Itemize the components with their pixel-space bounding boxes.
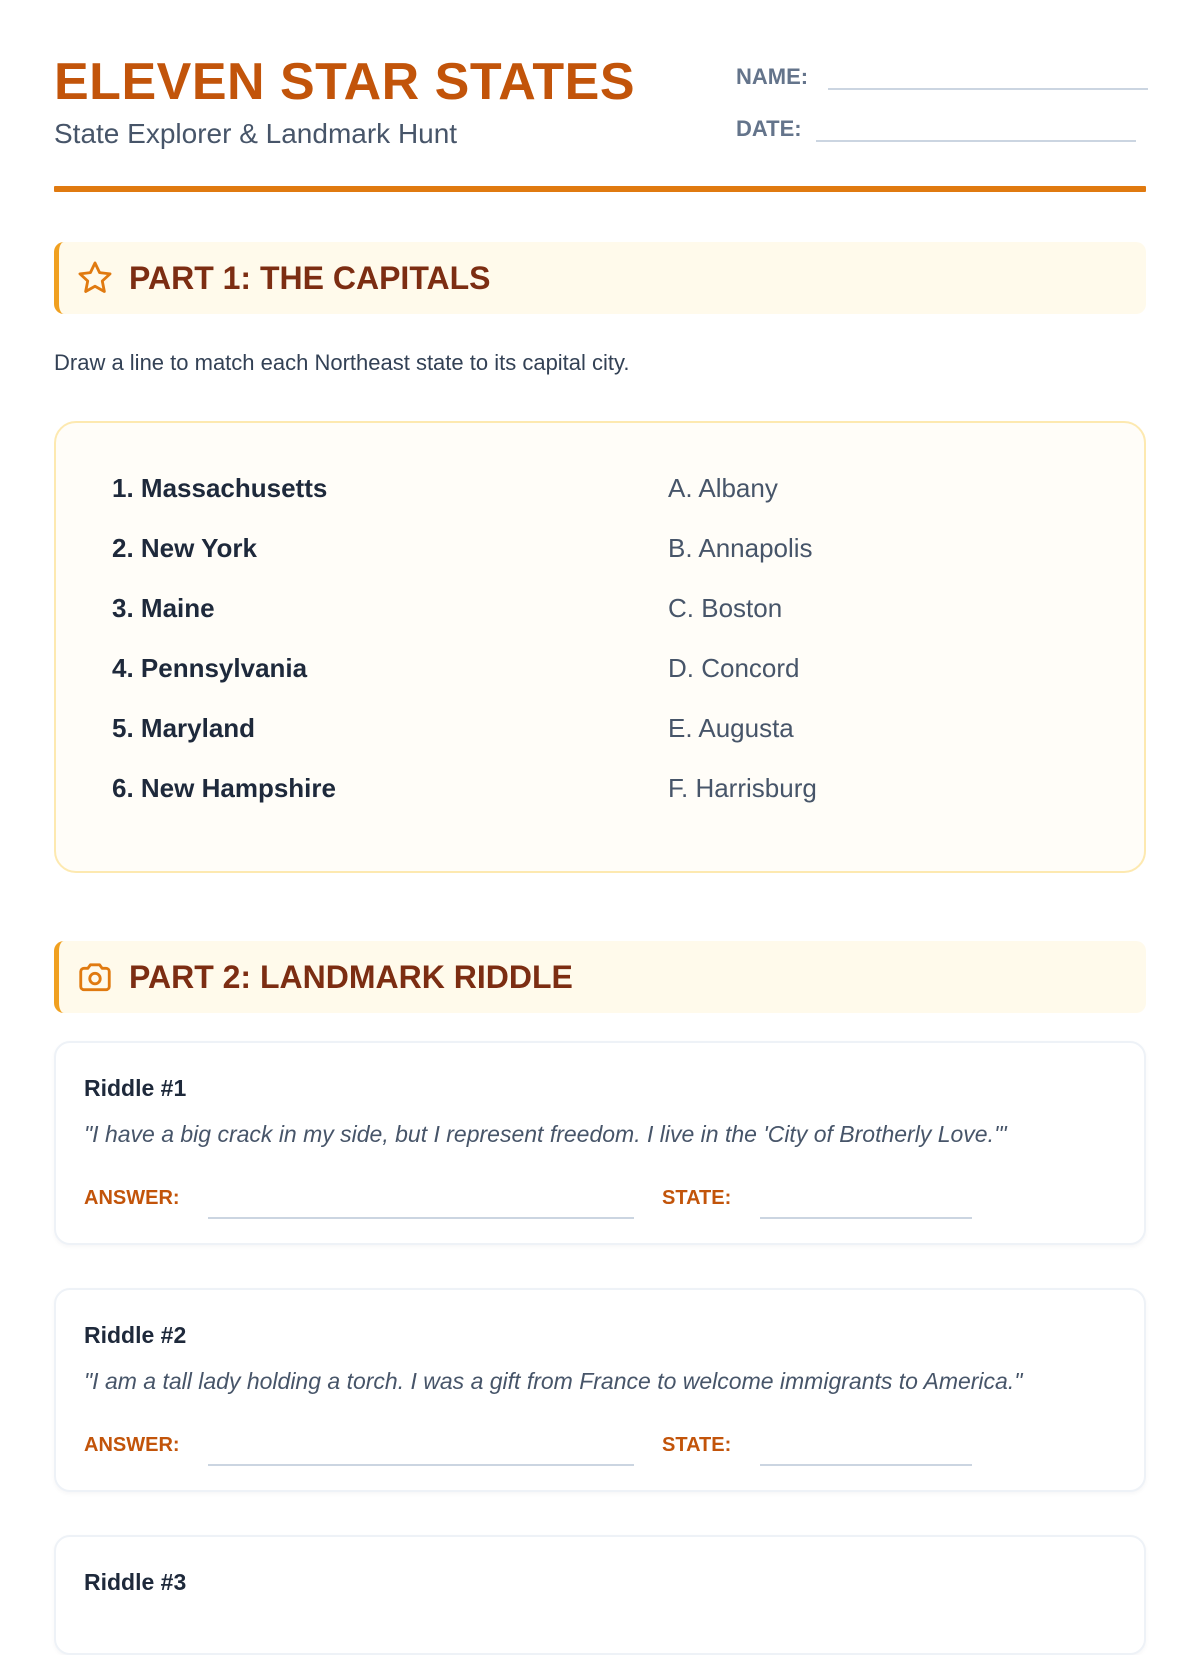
state-item[interactable]: 6. New Hampshire bbox=[112, 773, 336, 803]
state-item[interactable]: 1. Massachusetts bbox=[112, 473, 328, 503]
riddle-card bbox=[54, 1288, 1146, 1492]
date-line[interactable] bbox=[816, 110, 1136, 142]
state-line[interactable] bbox=[760, 1464, 972, 1466]
riddle-card bbox=[54, 1535, 1146, 1655]
date-label: DATE: bbox=[736, 116, 802, 141]
worksheet-subtitle: State Explorer & Landmark Hunt bbox=[54, 118, 458, 149]
camera-icon bbox=[75, 957, 115, 997]
answer-line[interactable] bbox=[208, 1464, 634, 1466]
state-label: STATE: bbox=[662, 1434, 732, 1456]
capital-item[interactable]: F. Harrisburg bbox=[668, 773, 817, 803]
state-item[interactable]: 4. Pennsylvania bbox=[112, 653, 308, 683]
worksheet-title: ELEVEN STAR STATES bbox=[54, 53, 636, 111]
name-field-row bbox=[736, 58, 1148, 90]
worksheet-header bbox=[54, 0, 1146, 196]
match-row bbox=[56, 713, 1144, 753]
state-item[interactable]: 3. Maine bbox=[112, 593, 215, 623]
match-row bbox=[56, 593, 1144, 633]
riddle-title: Riddle #2 bbox=[84, 1322, 187, 1348]
match-row bbox=[56, 653, 1144, 693]
part1-instruction: Draw a line to match each Northeast state to its capital city. bbox=[54, 350, 630, 375]
worksheet-page bbox=[54, 0, 1146, 1595]
answer-label: ANSWER: bbox=[84, 1434, 180, 1456]
match-row bbox=[56, 773, 1144, 813]
name-line[interactable] bbox=[828, 58, 1148, 90]
star-icon bbox=[75, 258, 115, 298]
capital-item[interactable]: C. Boston bbox=[668, 593, 783, 623]
state-line[interactable] bbox=[760, 1217, 972, 1219]
state-label: STATE: bbox=[662, 1187, 732, 1209]
part1-heading: PART 1: THE CAPITALS bbox=[129, 259, 491, 296]
state-item[interactable]: 2. New York bbox=[112, 533, 257, 563]
name-label: NAME: bbox=[736, 64, 809, 89]
capital-item[interactable]: B. Annapolis bbox=[668, 533, 813, 563]
part1-heading-bar bbox=[54, 242, 1146, 314]
part2-heading: PART 2: LANDMARK RIDDLE bbox=[129, 958, 573, 995]
match-row bbox=[56, 473, 1144, 513]
riddle-text: "I am a tall lady holding a torch. I was a gift from France to welcome immigrants to America." bbox=[84, 1368, 1023, 1394]
match-row bbox=[56, 533, 1144, 573]
capital-item[interactable]: A. Albany bbox=[668, 473, 778, 503]
answer-label: ANSWER: bbox=[84, 1187, 180, 1209]
matching-box bbox=[54, 421, 1146, 873]
riddle-title: Riddle #1 bbox=[84, 1075, 187, 1101]
state-item[interactable]: 5. Maryland bbox=[112, 713, 256, 743]
riddle-card bbox=[54, 1041, 1146, 1245]
part2-heading-bar bbox=[54, 941, 1146, 1013]
riddle-title: Riddle #3 bbox=[84, 1569, 187, 1595]
capital-item[interactable]: D. Concord bbox=[668, 653, 800, 683]
capital-item[interactable]: E. Augusta bbox=[668, 713, 794, 743]
header-divider bbox=[54, 186, 1146, 192]
riddle-text: "I have a big crack in my side, but I represent freedom. I live in the 'City of Brotherly Love.'" bbox=[84, 1121, 1007, 1147]
answer-line[interactable] bbox=[208, 1217, 634, 1219]
date-field-row bbox=[736, 110, 1136, 142]
